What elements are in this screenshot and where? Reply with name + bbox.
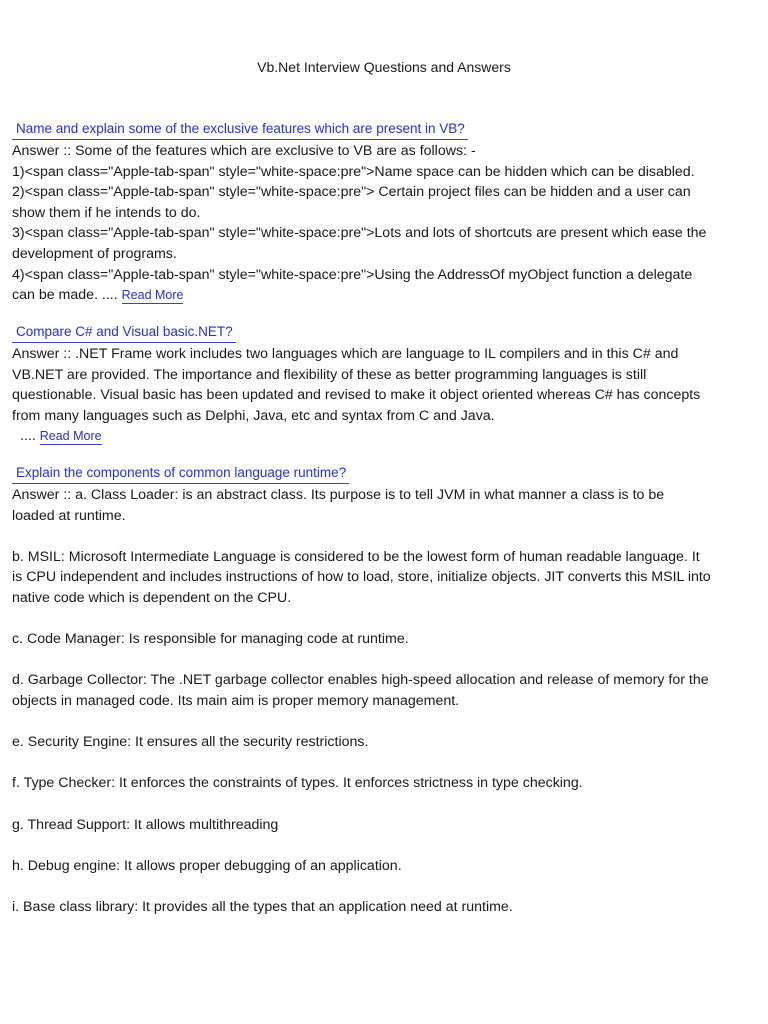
paragraph-gap — [12, 650, 760, 671]
answer-line: Answer :: Some of the features which are exclusive to VB are as follows: - — [12, 143, 476, 159]
answer-line: development of programs. — [12, 245, 177, 262]
answer-line: c. Code Manager: Is responsible for managing code at runtime. — [12, 631, 409, 648]
answer-line: from many languages such as Delphi, Java, etc and syntax from C and Java. — [12, 407, 495, 424]
qa-item — [12, 463, 760, 917]
paragraph-gap — [12, 835, 760, 856]
answer-line: is CPU independent and includes instructions of how to load, store, initialize objects. JIT converts this MSIL into — [12, 569, 711, 586]
answer-line: b. MSIL: Microsoft Intermediate Language is considered to be the lowest form of human readable language. It — [12, 548, 700, 565]
answer-line: 4)<span class="Apple-tab-span" style="white-space:pre">Using the AddressOf myObject function a delegate — [12, 266, 693, 283]
answer-ellipsis: .... — [20, 428, 36, 445]
answer-line: h. Debug engine: It allows proper debugging of an application. — [12, 857, 402, 874]
answer-line: 2)<span class="Apple-tab-span" style="white-space:pre"> Certain project files can be hidden and a user can — [12, 184, 691, 201]
qa-item — [12, 119, 760, 306]
answer-line: show them if he intends to do. — [12, 204, 201, 221]
answer-line: VB.NET are provided. The importance and flexibility of these as better programming languages is still — [12, 366, 647, 383]
answer-line: i. Base class library: It provides all the types that an application need at runtime. — [12, 898, 513, 915]
answer-line: Answer :: a. Class Loader: is an abstract class. Its purpose is to tell JVM in what manner a class is to be — [12, 487, 665, 503]
answer-line: f. Type Checker: It enforces the constraints of types. It enforces strictness in type checking. — [12, 775, 583, 792]
answer-line: native code which is dependent on the CPU. — [12, 589, 292, 606]
answer-line: Answer :: .NET Frame work includes two languages which are language to IL compilers and in this C# and — [12, 346, 679, 362]
answer-line: objects in managed code. Its main aim is proper memory management. — [12, 692, 460, 709]
document-title: Vb.Net Interview Questions and Answers — [257, 59, 511, 75]
paragraph-gap — [12, 794, 760, 815]
question-link[interactable]: Explain the components of common language runtime? — [12, 464, 349, 484]
answer-line-last — [12, 426, 760, 447]
paragraph-gap — [12, 609, 760, 630]
answer-line: questionable. Visual basic has been updated and revised to make it object oriented whereas C# has concepts — [12, 387, 701, 404]
answer-line: 1)<span class="Apple-tab-span" style="white-space:pre">Name space can be hidden which can be disabled. — [12, 163, 695, 180]
question-link[interactable]: Name and explain some of the exclusive features which are present in VB? — [12, 120, 468, 140]
answer-line-last — [12, 285, 760, 306]
answer-line: d. Garbage Collector: The .NET garbage collector enables high-speed allocation and release of memory for the — [12, 672, 709, 689]
read-more-link[interactable]: Read More — [121, 288, 184, 303]
paragraph-gap — [12, 753, 760, 774]
answer-line: loaded at runtime. — [12, 507, 126, 524]
qa-item — [12, 322, 760, 447]
answer-line: 3)<span class="Apple-tab-span" style="white-space:pre">Lots and lots of shortcuts are present which ease the — [12, 225, 707, 242]
paragraph-gap — [12, 712, 760, 733]
question-link[interactable]: Compare C# and Visual basic.NET? — [12, 323, 236, 343]
read-more-link[interactable]: Read More — [39, 429, 102, 444]
answer-ellipsis: can be made. .... — [12, 287, 118, 304]
answer-line: e. Security Engine: It ensures all the security restrictions. — [12, 734, 369, 751]
answer-line: g. Thread Support: It allows multithreading — [12, 816, 279, 833]
paragraph-gap — [12, 526, 760, 547]
paragraph-gap — [12, 876, 760, 897]
